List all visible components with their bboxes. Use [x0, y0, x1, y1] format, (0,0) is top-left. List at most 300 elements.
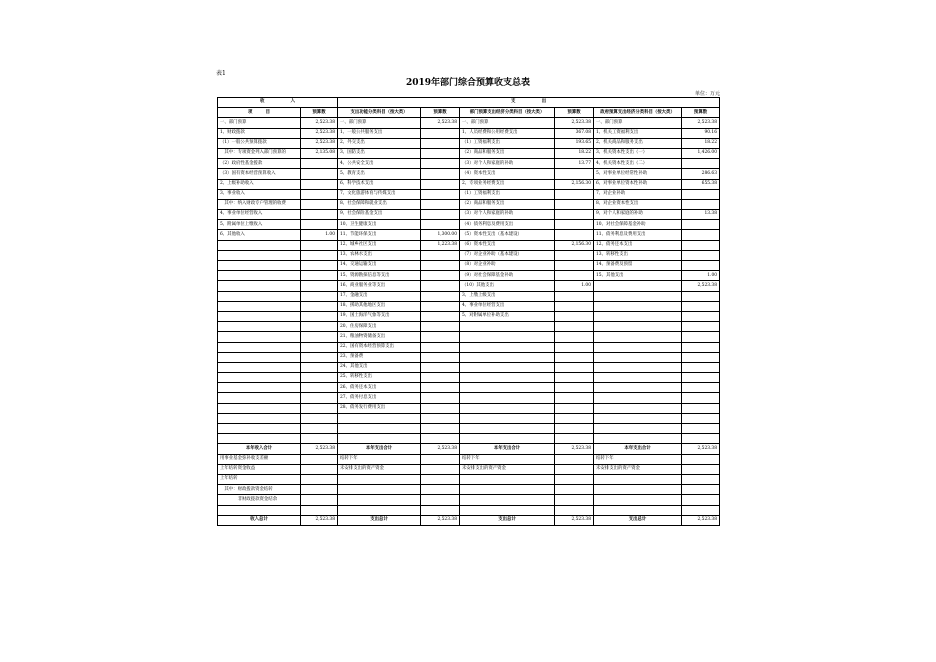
cell-func-item: 一、部门预算 — [338, 118, 421, 128]
table-row — [218, 485, 720, 495]
cell-dept-amount — [555, 454, 594, 464]
cell-func-amount — [421, 424, 460, 434]
cell-func-item — [338, 474, 421, 484]
cell-gov-item: 本年支出合计 — [594, 444, 682, 454]
cell-func-item: 本年支出合计 — [338, 444, 421, 454]
cell-func-amount — [421, 291, 460, 301]
cell-income-amount — [301, 464, 338, 474]
table-row — [218, 311, 720, 321]
header-budget: 预算数 — [682, 108, 720, 118]
cell-func-amount — [421, 474, 460, 484]
cell-dept-amount — [555, 261, 594, 271]
cell-dept-item: （8）对企业补助 — [460, 261, 555, 271]
cell-dept-amount — [555, 332, 594, 342]
table-row — [218, 474, 720, 484]
cell-dept-item: 4、事业单位经营支出 — [460, 301, 555, 311]
cell-dept-item — [460, 352, 555, 362]
table-number: 表1 — [216, 70, 226, 77]
cell-dept-item: （9）对社会保障基金补助 — [460, 271, 555, 281]
cell-func-item: 24、其他支出 — [338, 362, 421, 372]
cell-income-amount — [301, 159, 338, 169]
cell-func-amount — [421, 179, 460, 189]
table-row — [218, 199, 720, 209]
cell-func-item: 23、预备费 — [338, 352, 421, 362]
cell-dept-item — [460, 424, 555, 434]
cell-gov-amount — [682, 250, 720, 260]
cell-dept-amount — [555, 393, 594, 403]
cell-gov-item — [594, 424, 682, 434]
cell-func-amount — [421, 332, 460, 342]
cell-income-item: 用事业基金弥补收支差额 — [218, 454, 301, 464]
cell-gov-amount: 2,523.38 — [682, 118, 720, 128]
cell-func-amount — [421, 199, 460, 209]
cell-dept-item: 一、部门预算 — [460, 118, 555, 128]
cell-gov-item — [594, 362, 682, 372]
cell-gov-amount — [682, 413, 720, 423]
cell-gov-amount — [682, 424, 720, 434]
table-row — [218, 250, 720, 260]
cell-func-amount — [421, 342, 460, 352]
cell-gov-amount — [682, 454, 720, 464]
cell-dept-item: （3）对个人和家庭的补助 — [460, 210, 555, 220]
cell-gov-item: 3、机关资本性支出（一） — [594, 148, 682, 158]
cell-func-item: 27、债务付息支出 — [338, 393, 421, 403]
cell-gov-item: 未安排支出的资产资金 — [594, 464, 682, 474]
cell-func-amount — [421, 495, 460, 505]
cell-func-item: 7、文化旅游体育与传媒支出 — [338, 189, 421, 199]
table-row — [218, 464, 720, 474]
cell-dept-amount — [555, 373, 594, 383]
cell-gov-item: 12、债务还本支出 — [594, 240, 682, 250]
cell-dept-item: （1）工资福利支出 — [460, 189, 555, 199]
table-row — [218, 352, 720, 362]
cell-func-item: 15、资源勘探信息等支出 — [338, 271, 421, 281]
cell-dept-item — [460, 495, 555, 505]
cell-func-amount — [421, 210, 460, 220]
cell-income-item: （3）国有资本经营预算收入 — [218, 169, 301, 179]
cell-gov-amount — [682, 362, 720, 372]
cell-dept-amount — [555, 271, 594, 281]
table-row — [218, 413, 720, 423]
cell-income-amount — [301, 352, 338, 362]
cell-dept-item: 1、人员经费和公用经费支出 — [460, 128, 555, 138]
cell-func-amount — [421, 169, 460, 179]
cell-income-item — [218, 413, 301, 423]
cell-dept-item: 支出总计 — [460, 515, 555, 525]
cell-func-amount: 1,223.38 — [421, 240, 460, 250]
cell-dept-amount: 193.65 — [555, 138, 594, 148]
cell-income-item: 5、附属单位上缴收入 — [218, 220, 301, 230]
table-row — [218, 291, 720, 301]
cell-gov-amount: 2,523.38 — [682, 444, 720, 454]
cell-gov-item: 14、预备费及预留 — [594, 261, 682, 271]
cell-gov-amount — [682, 189, 720, 199]
cell-gov-item — [594, 434, 682, 444]
cell-income-amount — [301, 362, 338, 372]
cell-income-item: 6、其他收入 — [218, 230, 301, 240]
cell-dept-amount — [555, 413, 594, 423]
cell-func-item — [338, 413, 421, 423]
cell-gov-amount — [682, 464, 720, 474]
cell-func-item: 支出总计 — [338, 515, 421, 525]
cell-func-amount — [421, 373, 460, 383]
cell-func-amount — [421, 454, 460, 464]
cell-income-item — [218, 311, 301, 321]
cell-func-amount — [421, 485, 460, 495]
cell-func-item: 12、城乡社区支出 — [338, 240, 421, 250]
cell-gov-item — [594, 383, 682, 393]
cell-func-amount: 2,523.38 — [421, 515, 460, 525]
cell-func-item — [338, 495, 421, 505]
cell-gov-amount: 655.38 — [682, 179, 720, 189]
cell-gov-item: 9、对个人和家庭的补助 — [594, 210, 682, 220]
cell-dept-item: （4）债务利息及费用支出 — [460, 220, 555, 230]
cell-func-item: 26、债务还本支出 — [338, 383, 421, 393]
cell-gov-amount — [682, 434, 720, 444]
cell-func-item: 4、公共安全支出 — [338, 159, 421, 169]
cell-dept-item: （10）其他支出 — [460, 281, 555, 291]
cell-income-amount — [301, 199, 338, 209]
grand-total-row — [218, 515, 720, 525]
cell-dept-amount — [555, 301, 594, 311]
cell-func-amount — [421, 352, 460, 362]
cell-func-item: 10、卫生健康支出 — [338, 220, 421, 230]
cell-income-item — [218, 271, 301, 281]
table-row — [218, 210, 720, 220]
cell-dept-amount — [555, 189, 594, 199]
cell-gov-amount — [682, 230, 720, 240]
cell-income-amount — [301, 220, 338, 230]
table-row — [218, 220, 720, 230]
cell-gov-amount — [682, 393, 720, 403]
cell-gov-item: 一、部门预算 — [594, 118, 682, 128]
cell-income-item: 一、部门预算 — [218, 118, 301, 128]
cell-func-item — [338, 505, 421, 515]
cell-dept-amount: 2,156.30 — [555, 179, 594, 189]
cell-income-amount: 1.00 — [301, 230, 338, 240]
cell-dept-item — [460, 383, 555, 393]
cell-income-item — [218, 505, 301, 515]
table-row — [218, 322, 720, 332]
cell-dept-item: （3）对个人和家庭的补助 — [460, 159, 555, 169]
cell-dept-amount: 367.08 — [555, 128, 594, 138]
cell-func-item — [338, 424, 421, 434]
budget-table — [217, 97, 720, 526]
header-func-class: 支出功能分类科目（按大类） — [338, 108, 421, 118]
cell-income-item — [218, 383, 301, 393]
cell-func-item: 19、国土海洋气象等支出 — [338, 311, 421, 321]
cell-func-item: 结转下年 — [338, 454, 421, 464]
cell-income-amount — [301, 403, 338, 413]
cell-income-amount — [301, 495, 338, 505]
cell-func-item: 25、转移性支出 — [338, 373, 421, 383]
table-row — [218, 403, 720, 413]
cell-func-item: 9、社会保险基金支出 — [338, 210, 421, 220]
cell-gov-item: 13、转移性支出 — [594, 250, 682, 260]
income-group-header: 收 入 — [218, 98, 338, 108]
cell-dept-item — [460, 393, 555, 403]
cell-gov-item: 11、债务利息及费用支出 — [594, 230, 682, 240]
cell-dept-item: （5）资本性支出（基本建设） — [460, 230, 555, 240]
table-row — [218, 454, 720, 464]
cell-func-item: 未安排支出的资产资金 — [338, 464, 421, 474]
cell-income-amount — [301, 250, 338, 260]
cell-func-item: 8、社会保障和就业支出 — [338, 199, 421, 209]
cell-func-amount — [421, 505, 460, 515]
cell-income-amount — [301, 454, 338, 464]
column-header-row — [218, 108, 720, 118]
cell-income-amount — [301, 210, 338, 220]
cell-gov-item — [594, 505, 682, 515]
cell-func-item — [338, 485, 421, 495]
table-row — [218, 271, 720, 281]
cell-income-item — [218, 373, 301, 383]
table-row — [218, 373, 720, 383]
cell-func-amount — [421, 250, 460, 260]
cell-dept-amount: 13.77 — [555, 159, 594, 169]
cell-dept-item: （1）工资福利支出 — [460, 138, 555, 148]
cell-dept-item: （6）资本性支出 — [460, 240, 555, 250]
cell-dept-item — [460, 474, 555, 484]
cell-income-amount — [301, 291, 338, 301]
cell-func-item: 3、国防支出 — [338, 148, 421, 158]
table-row — [218, 342, 720, 352]
cell-dept-item — [460, 342, 555, 352]
cell-income-item — [218, 403, 301, 413]
cell-dept-amount — [555, 342, 594, 352]
cell-func-amount — [421, 159, 460, 169]
cell-income-amount — [301, 271, 338, 281]
cell-income-item — [218, 291, 301, 301]
cell-income-amount — [301, 485, 338, 495]
table-row — [218, 301, 720, 311]
table-row — [218, 362, 720, 372]
cell-dept-amount — [555, 403, 594, 413]
cell-dept-amount — [555, 322, 594, 332]
cell-income-item: （2）政府性基金拨款 — [218, 159, 301, 169]
cell-income-amount: 2,523.38 — [301, 118, 338, 128]
cell-gov-item — [594, 495, 682, 505]
cell-func-item: 14、交通运输支出 — [338, 261, 421, 271]
cell-func-amount — [421, 464, 460, 474]
cell-gov-item: 2、机关商品和服务支出 — [594, 138, 682, 148]
cell-dept-item: 本年支出合计 — [460, 444, 555, 454]
cell-func-item — [338, 434, 421, 444]
cell-income-amount — [301, 332, 338, 342]
cell-income-amount — [301, 383, 338, 393]
cell-gov-item — [594, 291, 682, 301]
cell-func-amount — [421, 403, 460, 413]
cell-dept-item: 未安排支出的资产资金 — [460, 464, 555, 474]
cell-gov-item: 8、对企业资本性支出 — [594, 199, 682, 209]
cell-func-amount — [421, 362, 460, 372]
cell-gov-amount — [682, 240, 720, 250]
cell-gov-amount — [682, 301, 720, 311]
cell-dept-item — [460, 322, 555, 332]
cell-dept-amount — [555, 210, 594, 220]
cell-gov-item: 10、对社会保障基金补助 — [594, 220, 682, 230]
group-header-row — [218, 98, 720, 108]
cell-dept-item: （2）商品和服务支出 — [460, 148, 555, 158]
cell-gov-amount — [682, 485, 720, 495]
cell-func-item: 1、一般公共服务支出 — [338, 128, 421, 138]
cell-gov-item — [594, 342, 682, 352]
cell-gov-item: 支出总计 — [594, 515, 682, 525]
table-row — [218, 240, 720, 250]
table-row — [218, 148, 720, 158]
cell-income-item — [218, 342, 301, 352]
cell-dept-amount — [555, 352, 594, 362]
cell-func-amount — [421, 189, 460, 199]
cell-income-amount — [301, 169, 338, 179]
cell-func-amount — [421, 322, 460, 332]
cell-gov-amount — [682, 342, 720, 352]
cell-income-item — [218, 261, 301, 271]
cell-func-item: 13、农林水支出 — [338, 250, 421, 260]
cell-income-item — [218, 352, 301, 362]
cell-func-amount — [421, 413, 460, 423]
cell-func-item: 18、援助其他地区支出 — [338, 301, 421, 311]
cell-func-item: 20、住房保障支出 — [338, 322, 421, 332]
cell-income-amount: 2,523.38 — [301, 138, 338, 148]
cell-income-item — [218, 332, 301, 342]
cell-gov-amount — [682, 199, 720, 209]
cell-income-item — [218, 393, 301, 403]
cell-income-amount — [301, 301, 338, 311]
cell-dept-amount — [555, 311, 594, 321]
cell-income-item — [218, 362, 301, 372]
cell-gov-amount — [682, 505, 720, 515]
cell-dept-item — [460, 505, 555, 515]
cell-gov-amount: 13.38 — [682, 210, 720, 220]
table-row — [218, 179, 720, 189]
cell-gov-amount: 2,523.38 — [682, 515, 720, 525]
cell-func-item: 16、商业服务业等支出 — [338, 281, 421, 291]
table-row — [218, 495, 720, 505]
table-row — [218, 383, 720, 393]
cell-gov-item: 15、其他支出 — [594, 271, 682, 281]
cell-dept-amount — [555, 434, 594, 444]
unit-label: 单位：万元 — [694, 91, 720, 97]
cell-income-item: （1）一般公共预算拨款 — [218, 138, 301, 148]
cell-func-item: 22、国有资本经营预算支出 — [338, 342, 421, 352]
cell-gov-item: 4、机关资本性支出（二） — [594, 159, 682, 169]
cell-dept-item: （4）资本性支出 — [460, 169, 555, 179]
cell-gov-item: 结转下年 — [594, 454, 682, 464]
cell-gov-amount — [682, 495, 720, 505]
cell-gov-item — [594, 373, 682, 383]
cell-func-amount — [421, 383, 460, 393]
cell-dept-amount — [555, 495, 594, 505]
cell-income-amount — [301, 373, 338, 383]
cell-dept-amount — [555, 220, 594, 230]
totals-row — [218, 444, 720, 454]
cell-income-item — [218, 322, 301, 332]
cell-dept-item — [460, 485, 555, 495]
cell-func-amount — [421, 393, 460, 403]
cell-dept-amount — [555, 485, 594, 495]
cell-dept-item — [460, 332, 555, 342]
cell-income-amount — [301, 281, 338, 291]
cell-gov-item — [594, 332, 682, 342]
cell-income-amount — [301, 179, 338, 189]
cell-func-item: 11、节能环保支出 — [338, 230, 421, 240]
cell-func-item: 5、教育支出 — [338, 169, 421, 179]
table-row — [218, 261, 720, 271]
header-item: 项 目 — [218, 108, 301, 118]
cell-gov-amount — [682, 403, 720, 413]
cell-income-amount — [301, 505, 338, 515]
table-row — [218, 138, 720, 148]
cell-gov-item — [594, 485, 682, 495]
cell-income-amount — [301, 413, 338, 423]
cell-dept-item: （2）商品和服务支出 — [460, 199, 555, 209]
cell-func-amount — [421, 311, 460, 321]
cell-dept-amount: 2,523.38 — [555, 118, 594, 128]
cell-income-item: 其中：纳入财政专户管理的收费 — [218, 199, 301, 209]
cell-dept-item — [460, 413, 555, 423]
cell-dept-amount: 2,156.30 — [555, 240, 594, 250]
cell-income-amount — [301, 474, 338, 484]
cell-dept-item: （7）对企业补助（基本建设） — [460, 250, 555, 260]
cell-func-amount — [421, 301, 460, 311]
table-row — [218, 128, 720, 138]
cell-income-item: 2、上级补助收入 — [218, 179, 301, 189]
cell-func-amount — [421, 148, 460, 158]
cell-dept-amount — [555, 505, 594, 515]
cell-func-amount — [421, 281, 460, 291]
cell-dept-item — [460, 403, 555, 413]
cell-func-amount: 2,523.38 — [421, 444, 460, 454]
cell-gov-item — [594, 322, 682, 332]
table-row — [218, 424, 720, 434]
cell-func-amount — [421, 271, 460, 281]
cell-dept-item: 2、专项业务经费支出 — [460, 179, 555, 189]
cell-income-amount — [301, 261, 338, 271]
cell-gov-amount: 2,523.38 — [682, 281, 720, 291]
cell-gov-amount: 90.16 — [682, 128, 720, 138]
cell-gov-amount — [682, 159, 720, 169]
cell-income-item: 4、事业单位经营收入 — [218, 210, 301, 220]
cell-gov-amount — [682, 352, 720, 362]
cell-gov-item: 1、机关工资福利支出 — [594, 128, 682, 138]
table-row — [218, 159, 720, 169]
cell-func-amount — [421, 261, 460, 271]
cell-income-amount — [301, 342, 338, 352]
cell-gov-item: 6、对事业单位资本性补助 — [594, 179, 682, 189]
table-row — [218, 281, 720, 291]
cell-gov-amount — [682, 474, 720, 484]
cell-dept-item — [460, 362, 555, 372]
cell-func-amount — [421, 138, 460, 148]
cell-gov-amount — [682, 383, 720, 393]
table-row — [218, 118, 720, 128]
cell-dept-amount — [555, 291, 594, 301]
cell-gov-amount — [682, 220, 720, 230]
cell-income-item: 上年结转 — [218, 474, 301, 484]
cell-dept-amount: 2,523.38 — [555, 444, 594, 454]
cell-income-item: 1、财政拨款 — [218, 128, 301, 138]
table-row — [218, 434, 720, 444]
table-row — [218, 332, 720, 342]
header-gov-econ: 政府预算支出经济分类科目（按大类） — [594, 108, 682, 118]
cell-gov-amount — [682, 332, 720, 342]
cell-dept-item: 结转下年 — [460, 454, 555, 464]
document-title: 2019年部门综合预算收支总表 — [405, 78, 531, 88]
header-dept-econ: 部门预算支出经济分类科目（按大类） — [460, 108, 555, 118]
cell-income-amount — [301, 240, 338, 250]
cell-gov-amount — [682, 373, 720, 383]
